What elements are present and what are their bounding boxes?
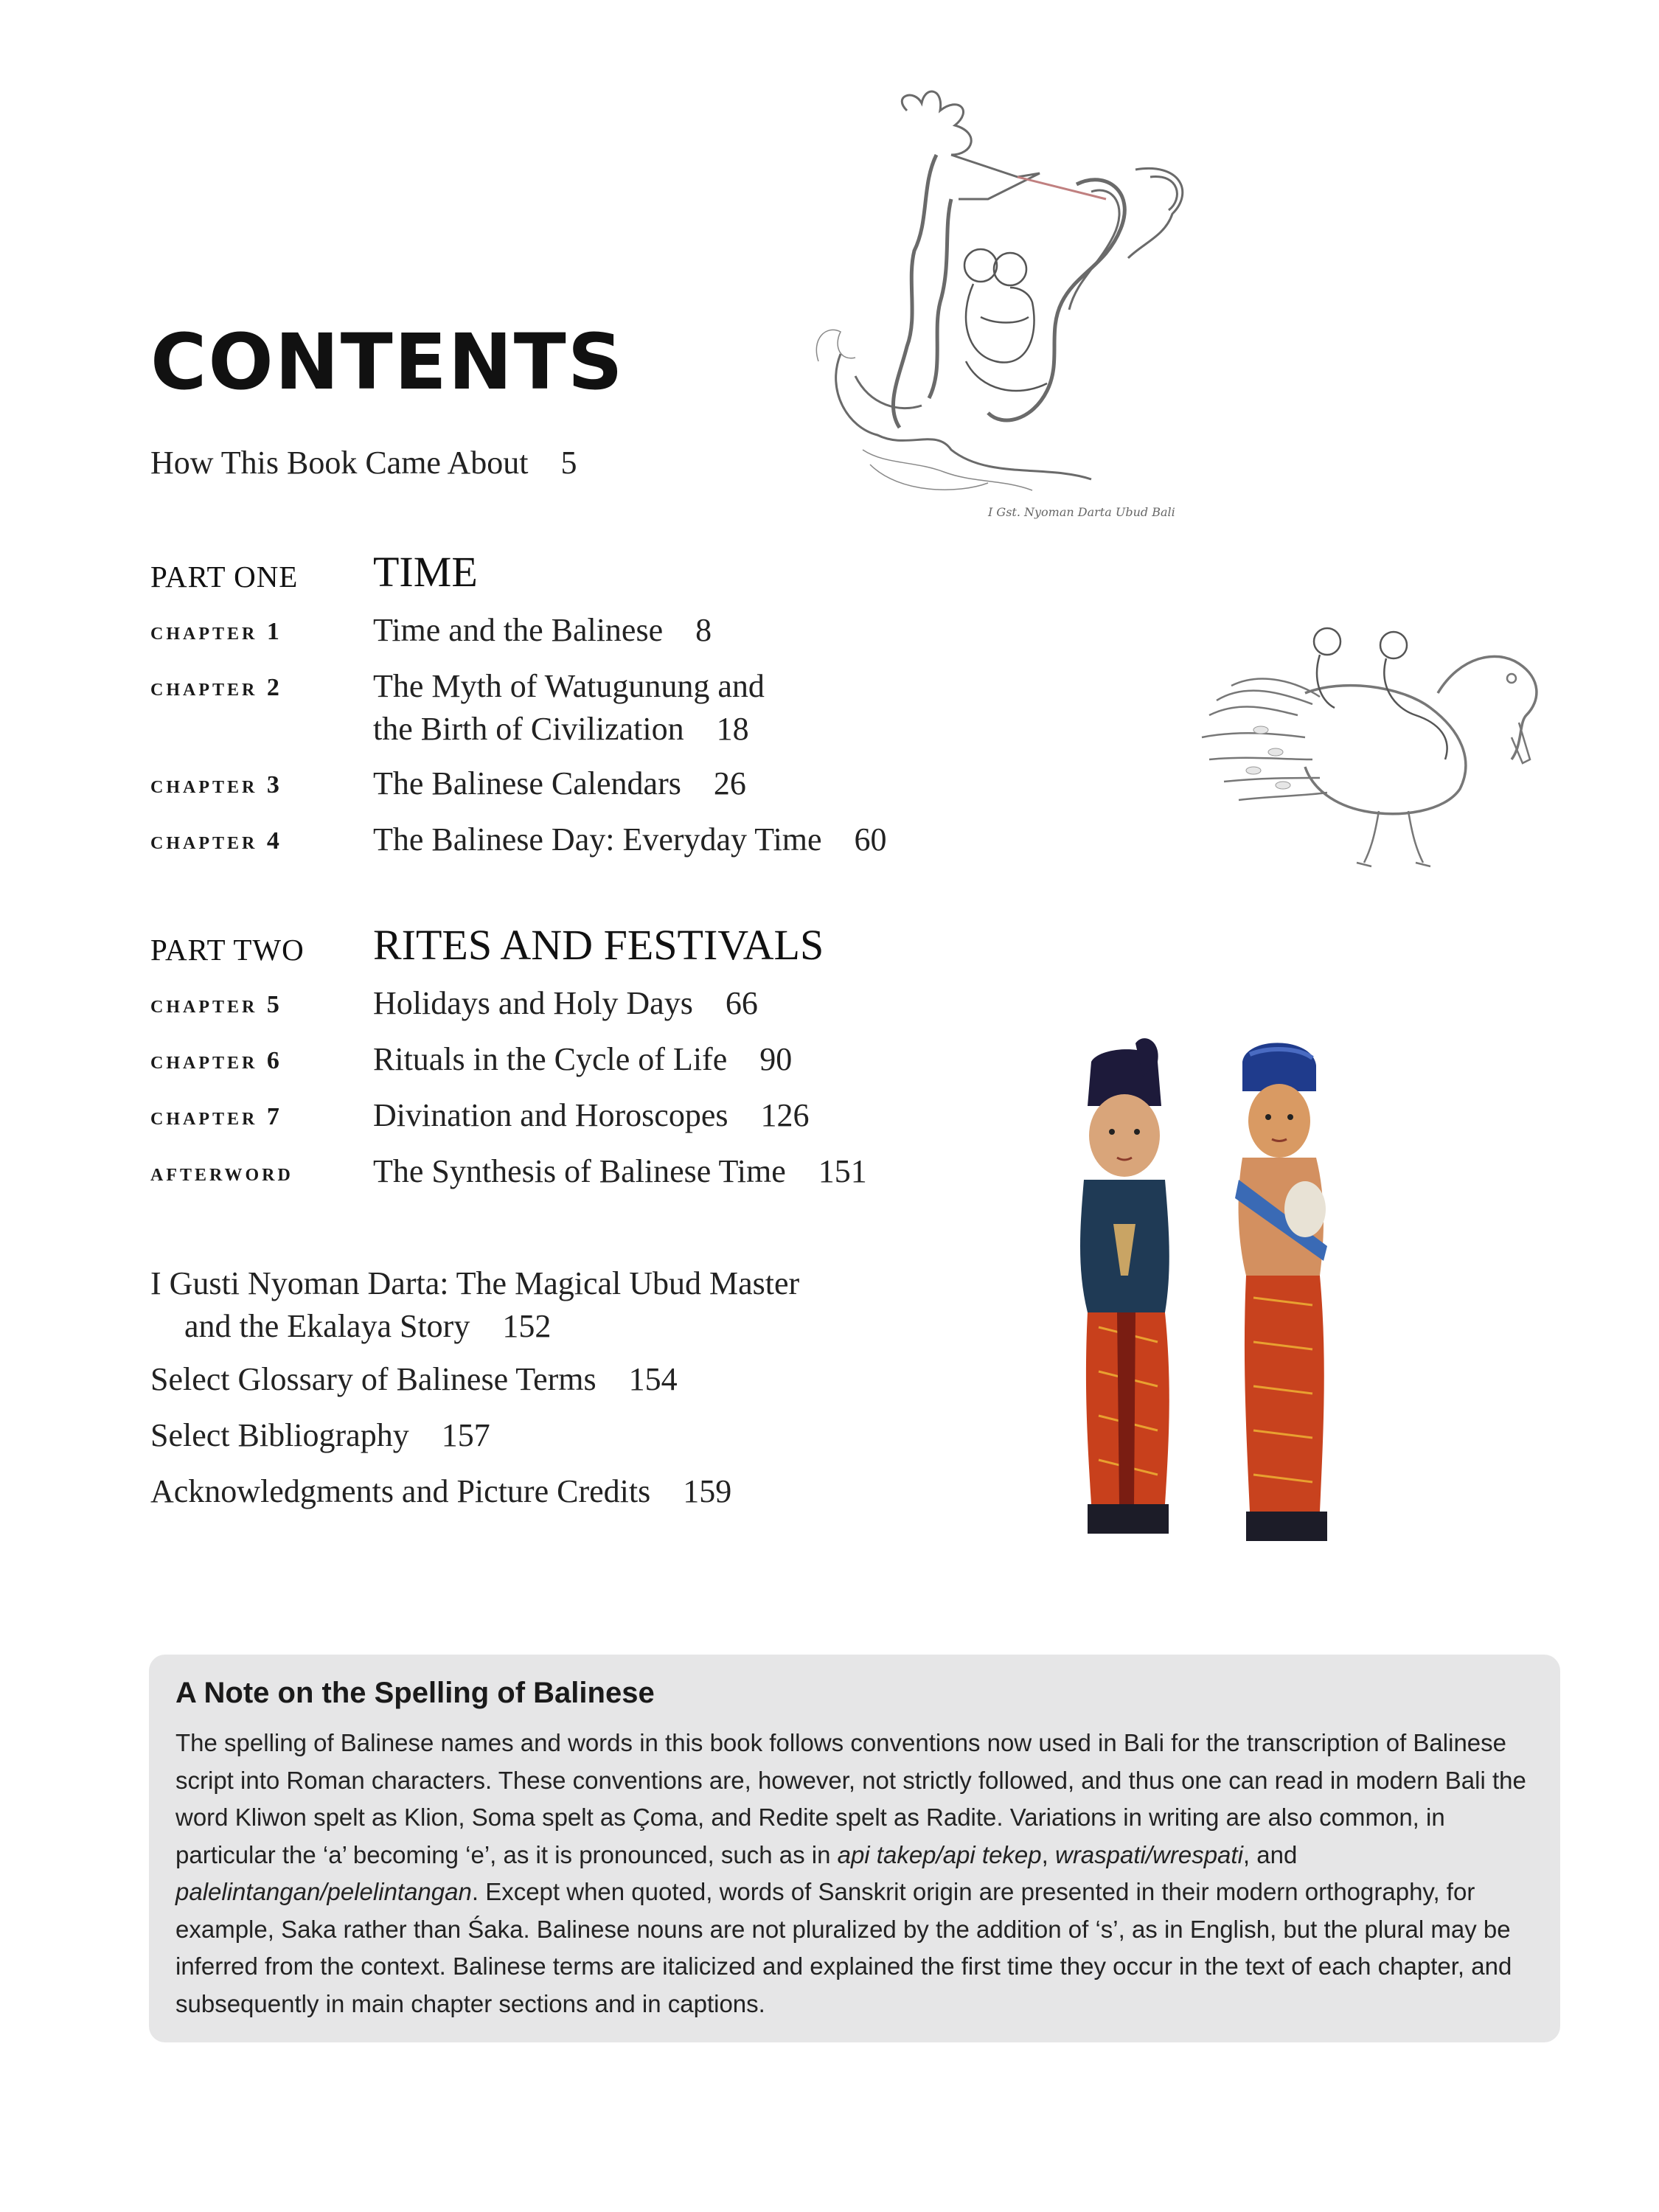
bird-with-figures-illustration xyxy=(1194,612,1563,877)
chapter-7-label: chapter 7 xyxy=(150,1103,282,1130)
toc-entry-bibliography[interactable]: Select Bibliography 157 xyxy=(150,1417,490,1453)
page-title: CONTENTS xyxy=(150,317,625,407)
wooden-figures-photo xyxy=(1047,1032,1416,1563)
part-two-label: PART TWO xyxy=(150,933,305,967)
toc-entry-chapter-3[interactable]: The Balinese Calendars 26 xyxy=(373,765,746,801)
afterword-label: afterword xyxy=(150,1159,293,1186)
toc-entry-chapter-5[interactable]: Holidays and Holy Days 66 xyxy=(373,985,758,1021)
toc-entry-chapter-2[interactable]: The Myth of Watugunung and the Birth of Civilization 18 xyxy=(373,668,765,747)
toc-entry-chapter-1[interactable]: Time and the Balinese 8 xyxy=(373,612,712,648)
toc-entry-front[interactable] xyxy=(150,444,577,481)
chapter-5-label: chapter 5 xyxy=(150,991,282,1018)
toc-page-number: 5 xyxy=(560,445,577,481)
toc-entry-glossary[interactable]: Select Glossary of Balinese Terms 154 xyxy=(150,1361,678,1397)
chapter-6-label: chapter 6 xyxy=(150,1047,282,1074)
toc-entry-darta[interactable]: I Gusti Nyoman Darta: The Magical Ubud Master and the Ekalaya Story 152 xyxy=(150,1265,800,1344)
toc-entry-chapter-6[interactable]: Rituals in the Cycle of Life 90 xyxy=(373,1041,793,1077)
toc-entry-afterword[interactable]: The Synthesis of Balinese Time 151 xyxy=(373,1153,867,1189)
note-title: A Note on the Spelling of Balinese xyxy=(175,1677,655,1709)
chapter-2-label: chapter 2 xyxy=(150,674,282,701)
naga-dragon-illustration xyxy=(796,81,1224,524)
right-wooden-figure xyxy=(1235,1043,1327,1541)
toc-entry-acknowledgments[interactable]: Acknowledgments and Picture Credits 159 xyxy=(150,1473,732,1509)
part-two-title: RITES AND FESTIVALS xyxy=(373,921,824,969)
part-one-label: PART ONE xyxy=(150,560,299,594)
chapter-1-label: chapter 1 xyxy=(150,618,282,645)
toc-entry-chapter-7[interactable]: Divination and Horoscopes 126 xyxy=(373,1097,810,1133)
chapter-3-label: chapter 3 xyxy=(150,771,282,799)
artist-signature: I Gst. Nyoman Darta Ubud Bali xyxy=(988,505,1175,519)
chapter-4-label: chapter 4 xyxy=(150,827,282,855)
part-one-title: TIME xyxy=(373,548,478,596)
toc-entry-title: How This Book Came About xyxy=(150,445,529,481)
toc-entry-chapter-4[interactable]: The Balinese Day: Everyday Time 60 xyxy=(373,821,887,858)
left-wooden-figure xyxy=(1080,1038,1169,1534)
note-body: The spelling of Balinese names and words in this book follows conventions now used in Bali for the transcription of Balinese script into Roman characters. These conventions are, however, not strictly followed, and thus one can read in modern Bali the word Kliwon spelt as Klion, Soma spelt as Çoma, and Redite spelt as Radite. Variations in writing are also common, in particular the ‘a’ becoming ‘e’, as it is pronounced, such as in api takep/api tekep, wraspati/wrespati, and palelintangan/pelelintangan. Except when quoted, words of Sanskrit origin are presented in their modern orthography, for example, Saka rather than Śaka. Balinese nouns are not pluralized by the addition of ‘s’, as in English, but the plural may be inferred from the context. Balinese terms are italicized and explained the first time they occur in the text of each chapter, and subsequently in main chapter sections and in captions. xyxy=(175,1729,1526,2017)
spelling-note-box xyxy=(149,1655,1560,2042)
